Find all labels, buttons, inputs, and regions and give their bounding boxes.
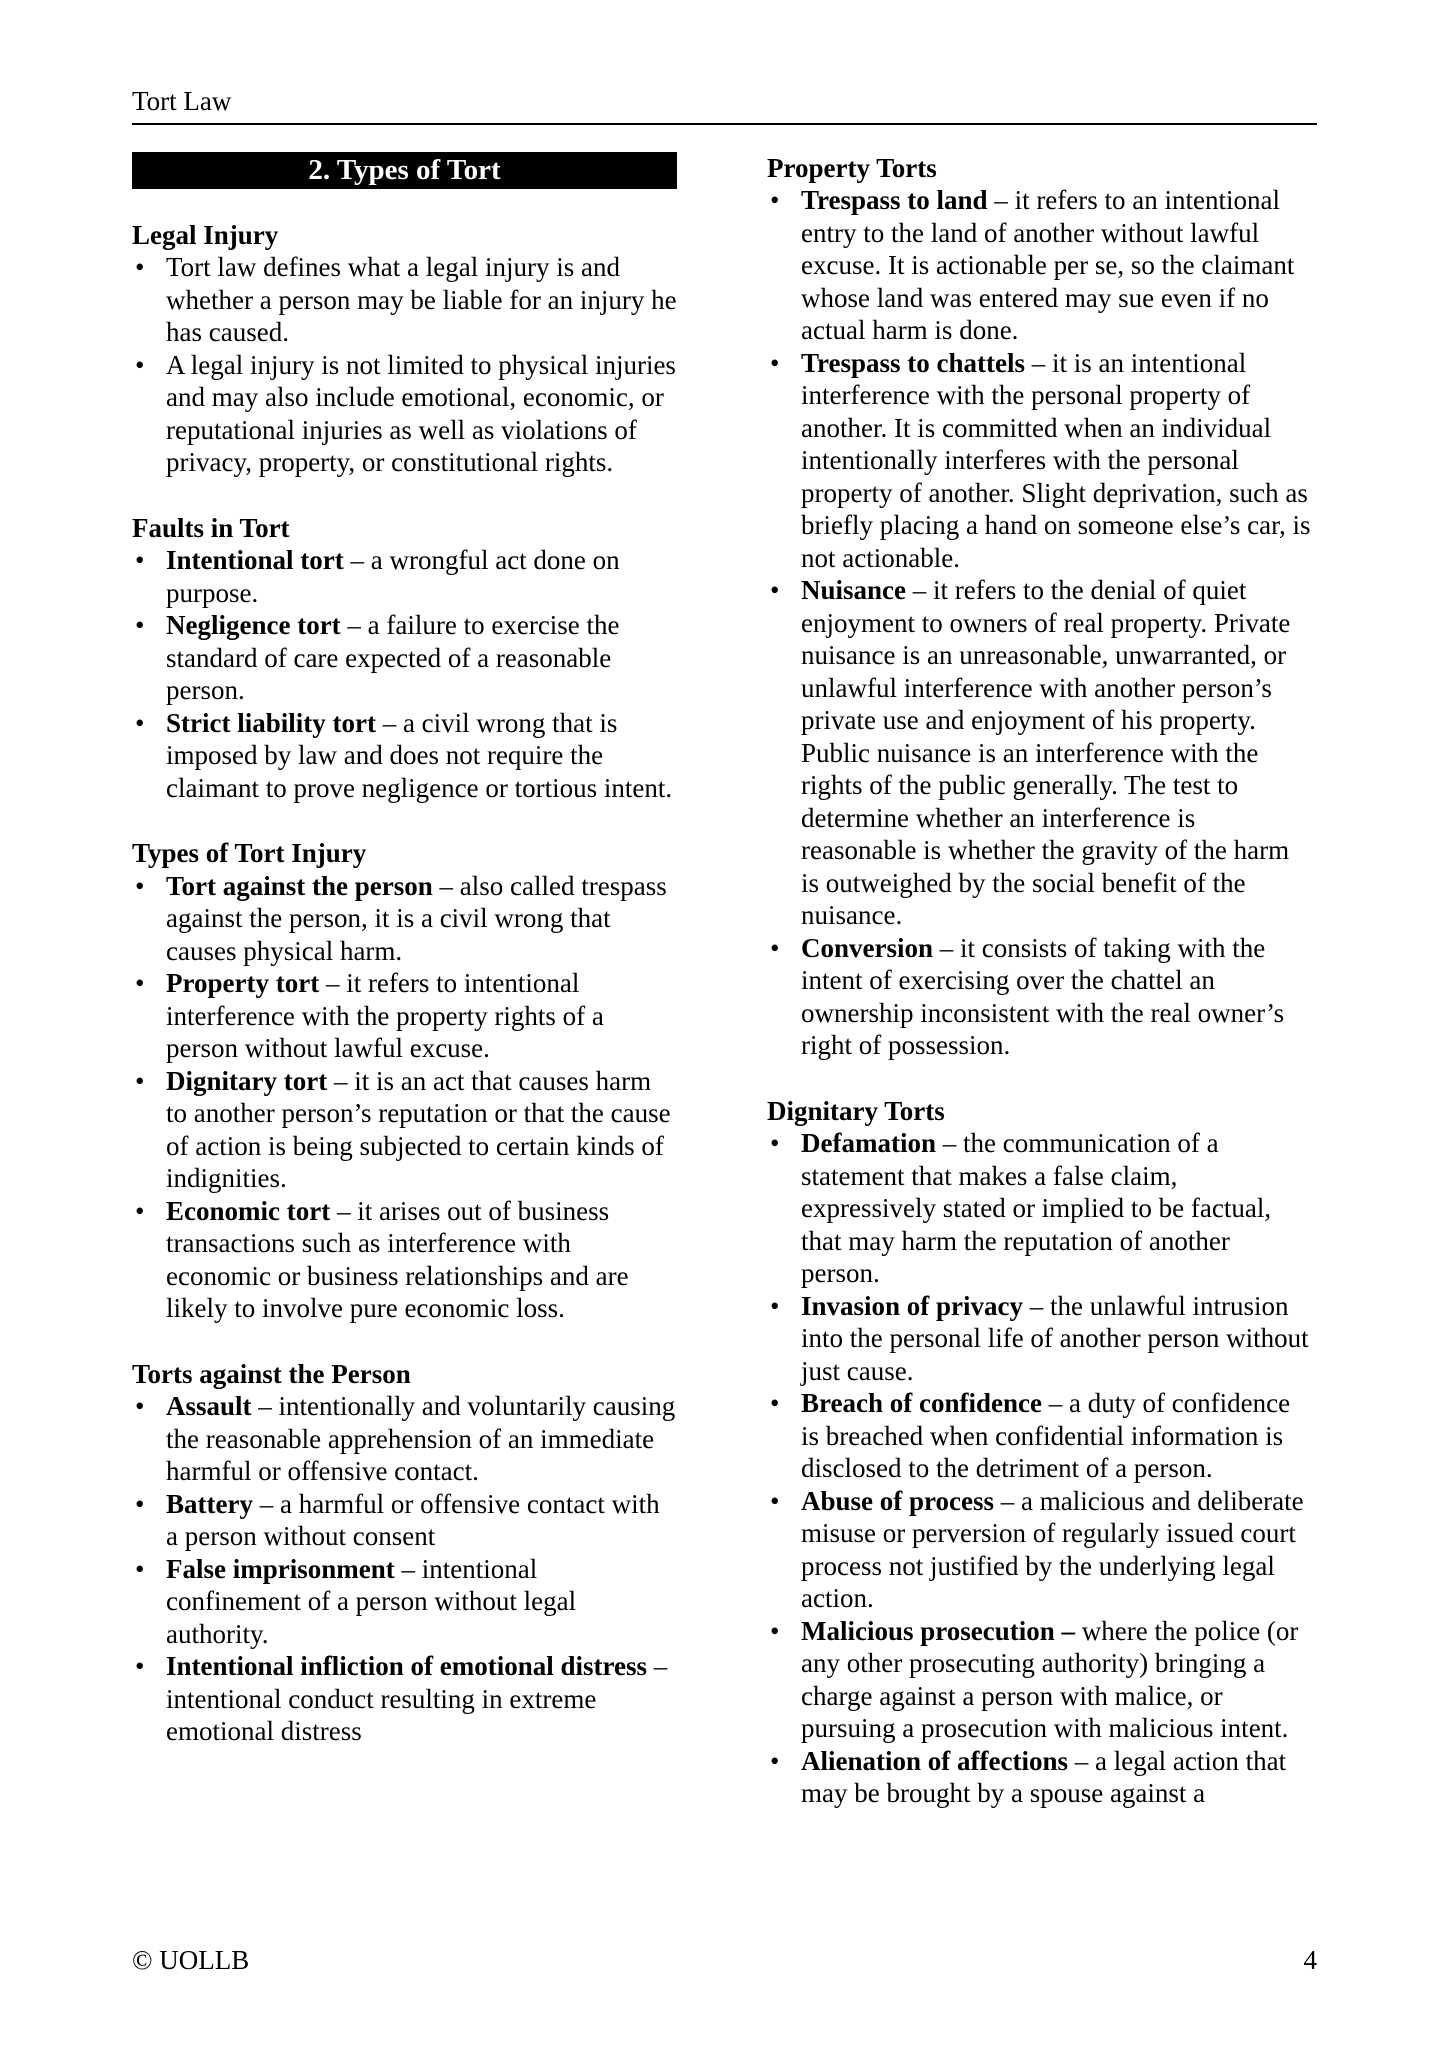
section <box>767 1095 1312 1810</box>
page-footer <box>132 1944 1317 1977</box>
term-bold: Battery <box>166 1488 253 1519</box>
section-heading: Types of Tort Injury <box>132 838 367 868</box>
section-heading: Property Torts <box>767 152 937 183</box>
list-item: • Breach of confidence – a duty of confidence is breached when confidential information is disclosed to the detriment of a person. <box>767 1387 1312 1485</box>
list-item: • Tort law defines what a legal injury is and whether a person may be liable for an injury he has caused. <box>132 251 677 349</box>
term-bold: Malicious prosecution – <box>801 1615 1076 1646</box>
bullet-list <box>767 184 1312 1062</box>
term-bold: Assault <box>166 1391 252 1421</box>
list-item: • Invasion of privacy – the unlawful intrusion into the personal life of another person without just cause. <box>767 1290 1312 1388</box>
list-item: • Tort against the person – also called trespass against the person, it is a civil wrong that causes physical harm. <box>132 870 677 968</box>
term-bold: Tort against the person <box>166 870 433 901</box>
bullet-list <box>132 1390 677 1748</box>
page-number: 4 <box>1303 1945 1317 1975</box>
list-item: • Negligence tort – a failure to exercise the standard of care expected of a reasonable person. <box>132 609 677 707</box>
column-left <box>132 152 677 1781</box>
section <box>132 1358 677 1748</box>
term-bold: Breach of confidence <box>801 1388 1042 1418</box>
bullet-list <box>767 1127 1312 1810</box>
term-bold: Economic tort <box>166 1195 331 1226</box>
term-bold: Conversion <box>801 932 934 963</box>
bullet-list <box>132 544 677 804</box>
running-header: Tort Law <box>132 85 1317 125</box>
list-item: • Strict liability tort – a civil wrong that is imposed by law and does not require the claimant to prove negligence or tortious intent. <box>132 707 677 805</box>
list-item: • Nuisance – it refers to the denial of quiet enjoyment to owners of real property. Private nuisance is an unreasonable, unwarranted, or unlawful interference with another person’s private use and enjoyment of his property. Public nuisance is an interference with the rights of the public generally. The test to determine whether an interference is reasonable is whether the gravity of the harm is outweighed by the social benefit of the nuisance. <box>767 574 1312 932</box>
term-bold: Alienation of affections <box>801 1745 1068 1776</box>
list-item: • Battery – a harmful or offensive contact with a person without consent <box>132 1488 677 1553</box>
term-bold: Trespass to chattels <box>801 347 1025 378</box>
list-item: • Economic tort – it arises out of business transactions such as interference with economic or business relationships and are likely to involve pure economic loss. <box>132 1195 677 1325</box>
section-banner: 2. Types of Tort <box>132 152 677 189</box>
list-item: • Property tort – it refers to intentional interference with the property rights of a person without lawful excuse. <box>132 967 677 1065</box>
section-heading: Torts against the Person <box>132 1358 411 1389</box>
section <box>767 152 1312 1062</box>
bullet-list <box>132 251 677 479</box>
section <box>132 837 677 1325</box>
column-right <box>767 152 1312 1843</box>
list-item: • Abuse of process – a malicious and deliberate misuse or perversion of regularly issued court process not justified by the underlying legal action. <box>767 1485 1312 1615</box>
two-column-layout <box>132 152 1317 1843</box>
term-bold: False imprisonment <box>166 1553 395 1584</box>
list-item: • Dignitary tort – it is an act that causes harm to another person’s reputation or that the cause of action is being subjected to certain kinds of indignities. <box>132 1065 677 1195</box>
right-column-sections <box>767 152 1312 1810</box>
term-bold: Strict liability tort <box>166 707 376 738</box>
list-item: • Alienation of affections – a legal action that may be brought by a spouse against a <box>767 1745 1312 1810</box>
bullet-list <box>132 870 677 1325</box>
term-bold: Dignitary tort <box>166 1065 328 1096</box>
list-item: • Trespass to chattels – it is an intentional interference with the personal property of another. It is committed when an individual intentionally interferes with the personal property of another. Slight deprivation, such as briefly placing a hand on someone else’s car, is not actionable. <box>767 347 1312 575</box>
section <box>132 512 677 805</box>
left-column-sections <box>132 219 677 1748</box>
term-bold: Defamation <box>801 1128 936 1158</box>
list-item: • Malicious prosecution – where the police (or any other prosecuting authority) bringing a charge against a person with malice, or pursuing a prosecution with malicious intent. <box>767 1615 1312 1745</box>
list-item: • Defamation – the communication of a statement that makes a false claim, expressively stated or implied to be factual, that may harm the reputation of another person. <box>767 1127 1312 1290</box>
list-item: • Trespass to land – it refers to an intentional entry to the land of another without lawful excuse. It is actionable per se, so the claimant whose land was entered may sue even if no actual harm is done. <box>767 184 1312 347</box>
list-item: • Intentional infliction of emotional distress – intentional conduct resulting in extreme emotional distress <box>132 1650 677 1748</box>
list-item: • Conversion – it consists of taking with the intent of exercising over the chattel an ownership inconsistent with the real owner’s right of possession. <box>767 932 1312 1062</box>
section-heading: Faults in Tort <box>132 512 290 543</box>
list-item: • Assault – intentionally and voluntarily causing the reasonable apprehension of an immediate harmful or offensive contact. <box>132 1390 677 1488</box>
list-item: • Intentional tort – a wrongful act done on purpose. <box>132 544 677 609</box>
term-bold: Negligence tort <box>166 610 341 640</box>
term-bold: Invasion of privacy <box>801 1290 1024 1321</box>
term-bold: Intentional tort <box>166 545 344 575</box>
term-bold: Property tort <box>166 968 320 998</box>
term-bold: Nuisance <box>801 575 907 605</box>
term-bold: Intentional infliction of emotional distress <box>166 1651 648 1681</box>
term-bold: Abuse of process <box>801 1485 995 1516</box>
section <box>132 219 677 479</box>
section-heading: Dignitary Torts <box>767 1095 945 1126</box>
section-heading: Legal Injury <box>132 219 279 250</box>
term-bold: Trespass to land <box>801 185 988 215</box>
list-item: • A legal injury is not limited to physical injuries and may also include emotional, economic, or reputational injuries as well as violations of privacy, property, or constitutional rights. <box>132 349 677 479</box>
copyright-text: © UOLLB <box>132 1945 250 1975</box>
list-item: • False imprisonment – intentional confinement of a person without legal authority. <box>132 1553 677 1651</box>
